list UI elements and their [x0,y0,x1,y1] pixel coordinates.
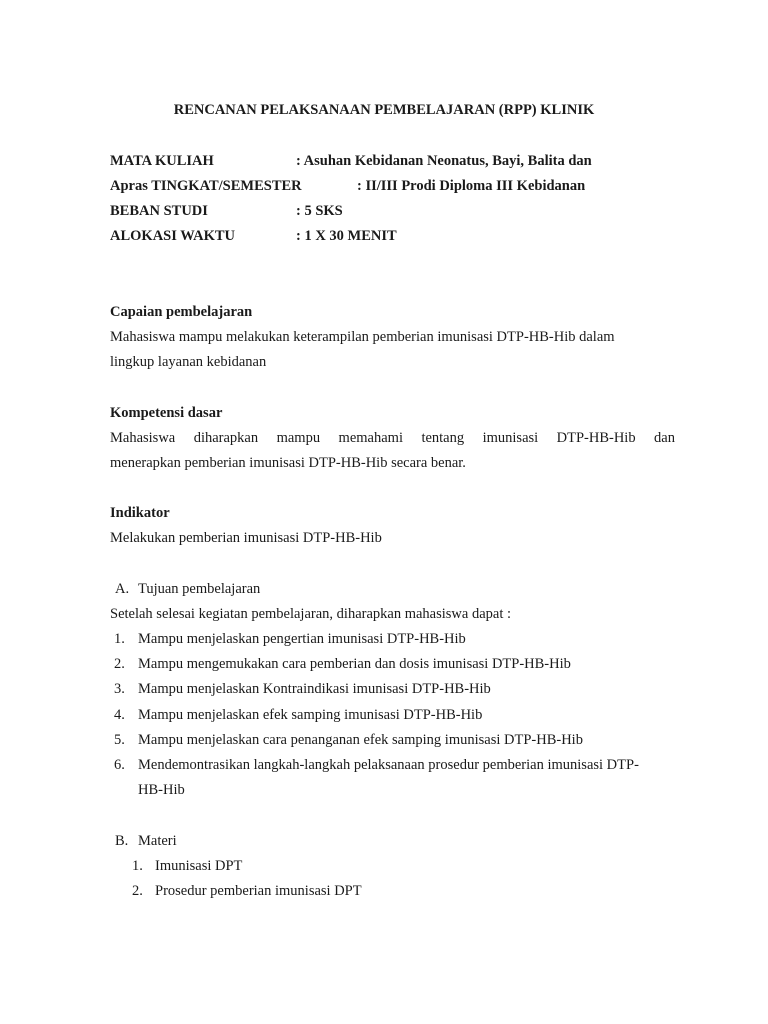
list-item-number: 6. [114,757,125,773]
list-item-number: 2. [114,656,125,672]
list-item: Mampu menjelaskan efek samping imunisasi DTP-HB-Hib [138,707,483,723]
list-item-number: 3. [114,681,125,697]
list-item-number: 1. [114,631,125,647]
kompetensi-line-2: menerapkan pemberian imunisasi DTP-HB-Hib secara benar. [110,455,466,471]
list-item: Mampu menjelaskan pengertian imunisasi DTP-HB-Hib [138,631,466,647]
list-item-number: 4. [114,707,125,723]
list-item: Mendemontrasikan langkah-langkah pelaksanaan prosedur pemberian imunisasi DTP- [138,757,639,773]
list-item: Mampu menjelaskan Kontraindikasi imunisasi DTP-HB-Hib [138,681,491,697]
list-item-number: 2. [132,883,143,899]
capaian-line-2: lingkup layanan kebidanan [110,354,267,370]
section-a-intro: Setelah selesai kegiatan pembelajaran, diharapkan mahasiswa dapat : [110,606,512,622]
section-b-marker: B. [115,833,129,849]
section-a-heading: Tujuan pembelajaran [138,581,261,597]
info-label-beban-studi: BEBAN STUDI [110,203,208,219]
document-title: RENCANAN PELAKSANAAN PEMBELAJARAN (RPP) KLINIK [173,102,595,118]
kompetensi-line-1: Mahasiswa diharapkan mampu memahami tentang imunisasi DTP-HB-Hib dan [110,430,675,446]
list-item-number: 1. [132,858,143,874]
capaian-heading: Capaian pembelajaran [110,304,253,320]
indikator-text: Melakukan pemberian imunisasi DTP-HB-Hib [110,530,382,546]
info-label-mata-kuliah: MATA KULIAH [110,153,214,169]
list-item: Mampu mengemukakan cara pemberian dan dosis imunisasi DTP-HB-Hib [138,656,571,672]
list-item: Mampu menjelaskan cara penanganan efek samping imunisasi DTP-HB-Hib [138,732,583,748]
info-value-tingkat-semester: : II/III Prodi Diploma III Kebidanan [357,178,586,194]
indikator-heading: Indikator [110,505,170,521]
list-item-continuation: HB-Hib [138,782,185,798]
list-item: Prosedur pemberian imunisasi DPT [155,883,362,899]
info-label-alokasi-waktu: ALOKASI WAKTU [110,228,236,244]
info-label-tingkat-semester: Apras TINGKAT/SEMESTER [110,178,302,194]
capaian-line-1: Mahasiswa mampu melakukan keterampilan pemberian imunisasi DTP-HB-Hib dalam [110,329,615,345]
kompetensi-heading: Kompetensi dasar [110,405,223,421]
info-value-beban-studi: : 5 SKS [296,203,343,219]
list-item-number: 5. [114,732,125,748]
section-b-heading: Materi [138,833,177,849]
section-a-marker: A. [115,581,130,597]
info-value-mata-kuliah: : Asuhan Kebidanan Neonatus, Bayi, Balita dan [296,153,592,169]
info-value-alokasi-waktu: : 1 X 30 MENIT [296,228,397,244]
list-item: Imunisasi DPT [155,858,243,874]
